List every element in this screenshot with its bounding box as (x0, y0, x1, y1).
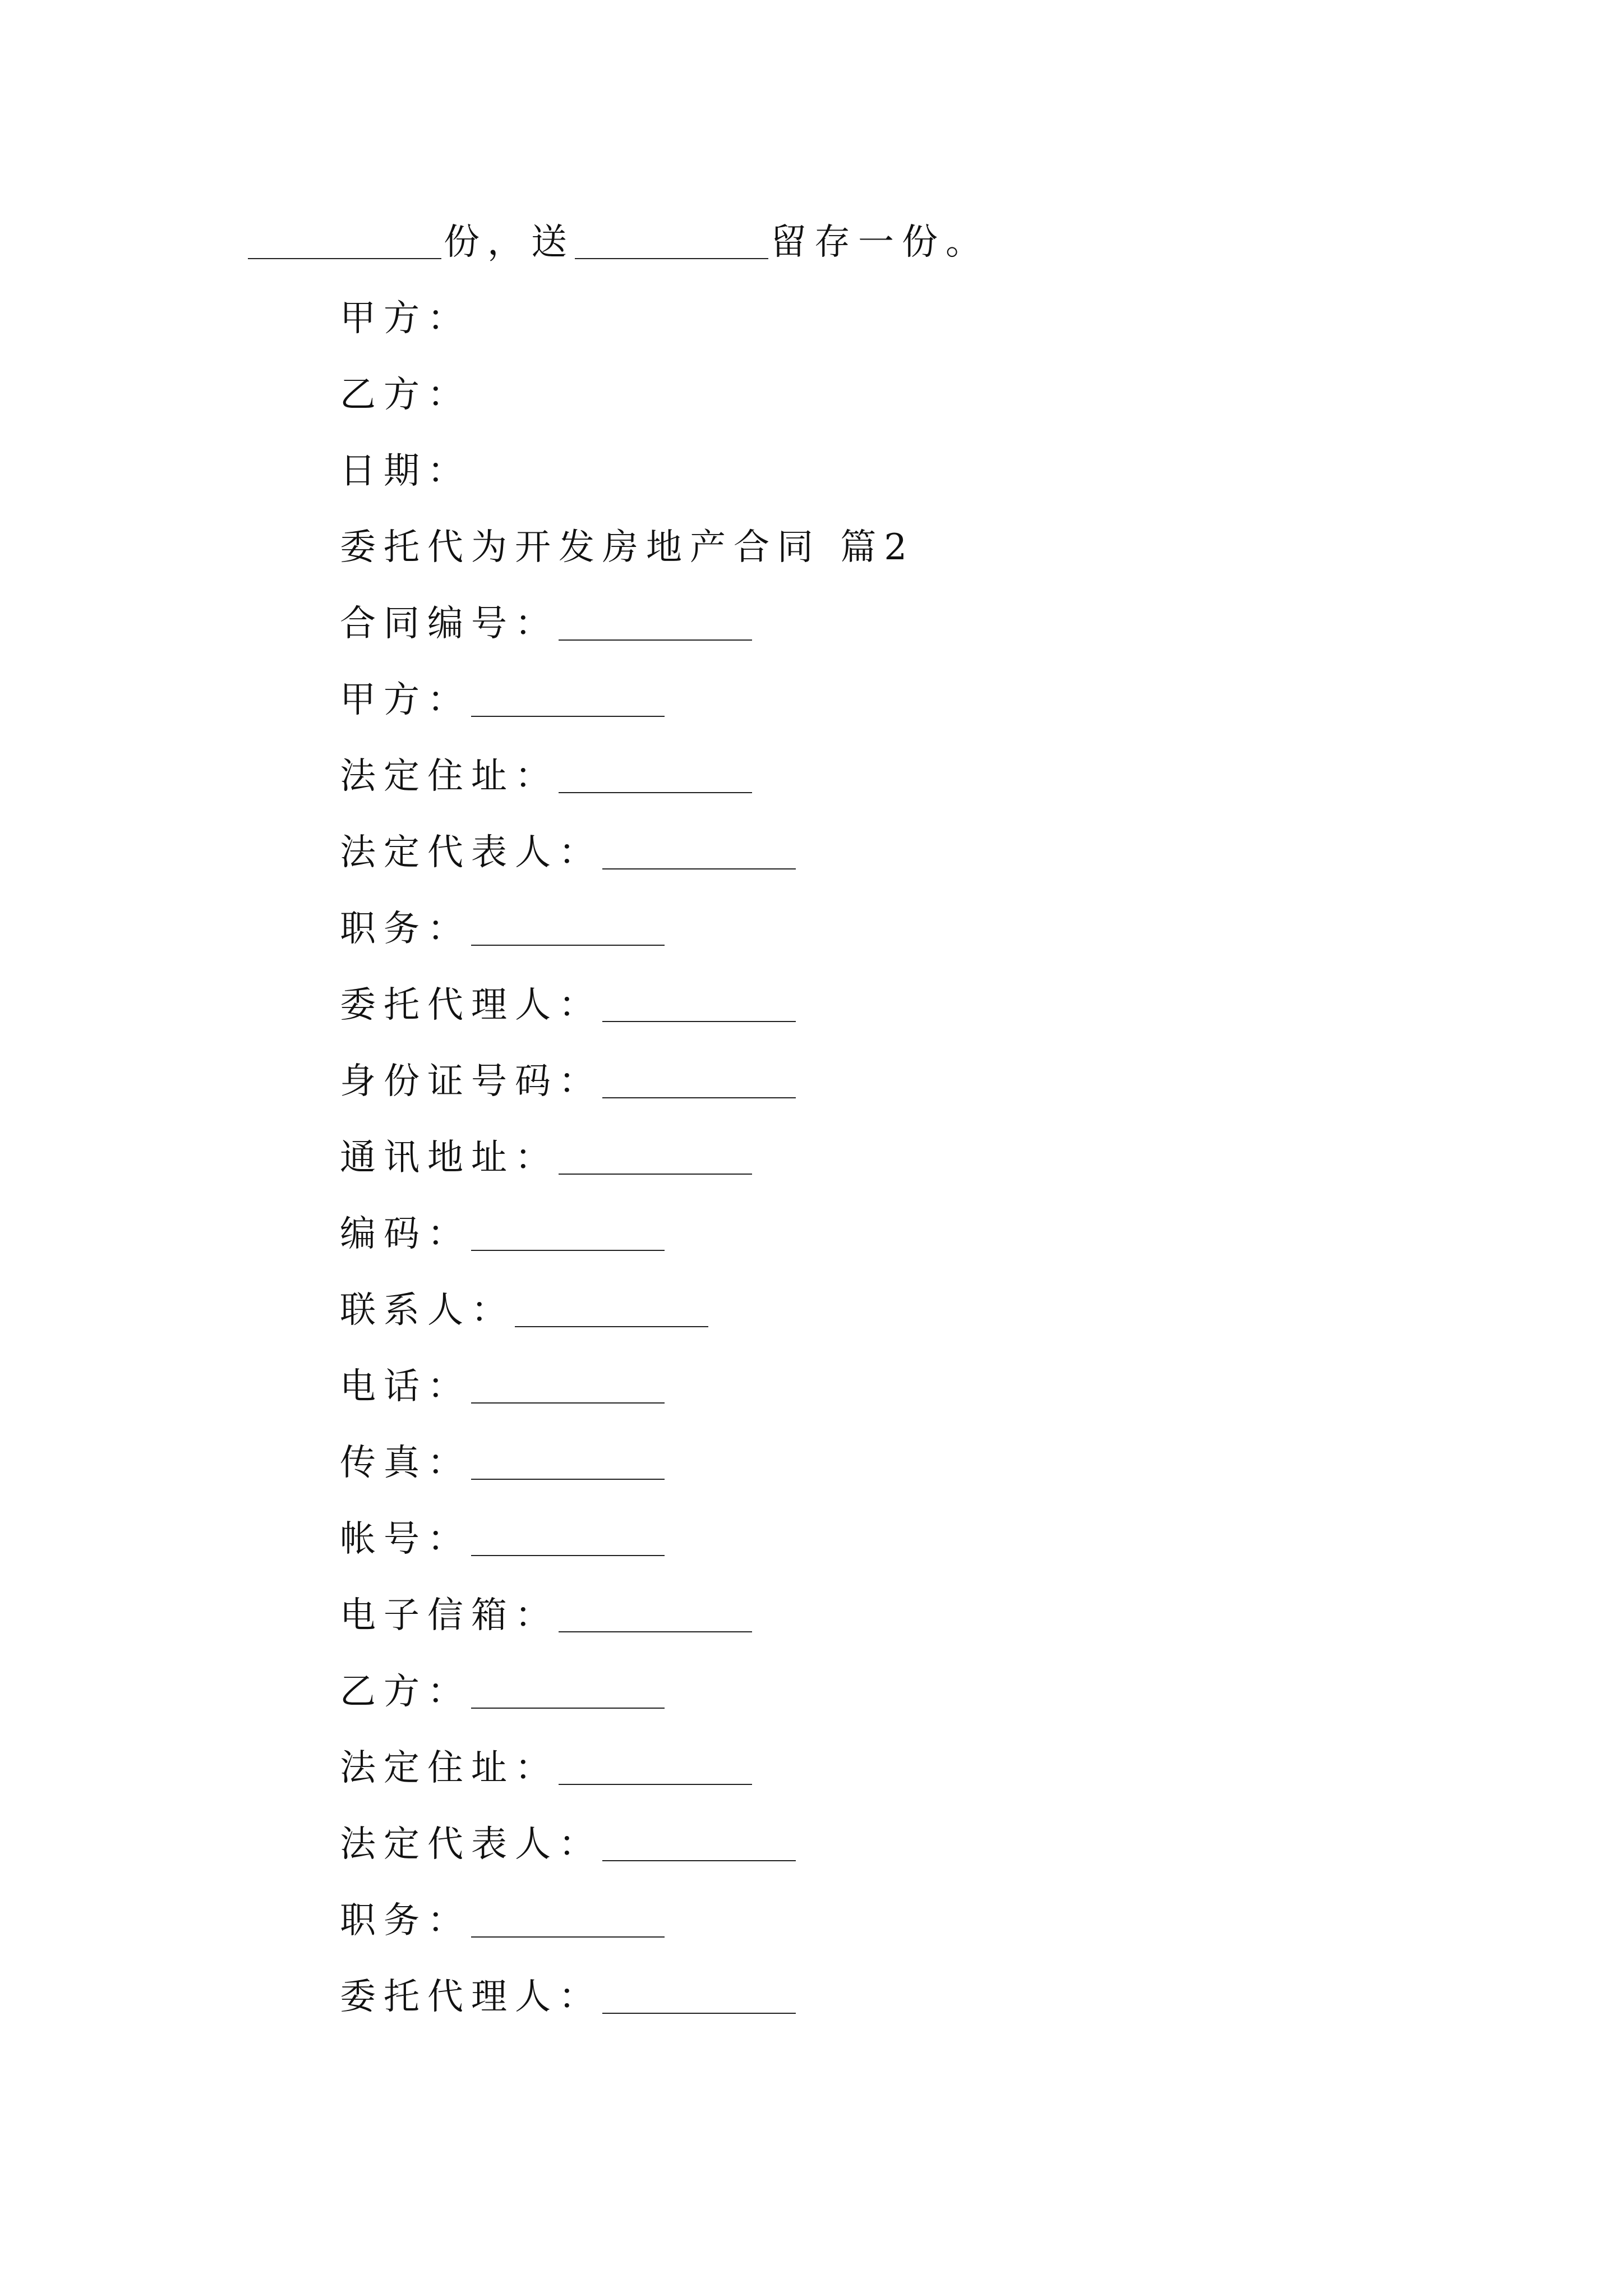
recipient-blank (575, 258, 768, 259)
field-blank (602, 2013, 796, 2014)
field-blank (602, 1860, 796, 1861)
field-blank (471, 1936, 665, 1938)
field-label: 法定代表人： (340, 832, 602, 873)
field-agent-a (340, 983, 798, 1028)
field-blank (471, 716, 665, 717)
field-legal-representative-b (340, 1822, 798, 1867)
field-blank (471, 1479, 665, 1480)
field-party-a (340, 678, 667, 723)
field-blank (471, 1555, 665, 1556)
field-label: 委托代理人： (340, 984, 602, 1026)
field-label: 电子信箱： (340, 1595, 559, 1636)
field-contract-number (340, 601, 754, 646)
field-label: 乙方： (340, 1671, 471, 1713)
field-label: 法定代表人： (340, 1824, 602, 1865)
copies-blank (248, 258, 441, 259)
field-label: 委托代理人： (340, 1976, 602, 2018)
field-postal-code (340, 1212, 667, 1257)
signature-party-b (340, 372, 471, 417)
field-blank (559, 1174, 752, 1175)
section-title-text: 委托代为开发房地产合同 篇2 (340, 527, 915, 568)
party-a-label: 甲方： (340, 298, 471, 339)
field-blank (602, 1097, 796, 1098)
field-blank (602, 1021, 796, 1022)
field-label: 传真： (340, 1442, 471, 1484)
field-mailing-address (340, 1135, 754, 1180)
field-id-number (340, 1059, 798, 1104)
field-label: 法定住址： (340, 1747, 559, 1789)
field-phone (340, 1364, 667, 1409)
field-contact-person (340, 1288, 711, 1333)
field-label: 甲方： (340, 679, 471, 721)
field-blank (471, 945, 665, 946)
field-account (340, 1517, 667, 1562)
field-fax (340, 1441, 667, 1485)
copies-text: 份，送 (444, 222, 575, 263)
field-blank (559, 1784, 752, 1785)
field-legal-address-b (340, 1746, 754, 1791)
field-label: 通讯地址： (340, 1137, 559, 1179)
field-blank (559, 639, 752, 641)
field-label: 帐号： (340, 1519, 471, 1560)
date-label: 日期： (340, 450, 471, 492)
field-label: 职务： (340, 908, 471, 950)
signature-date (340, 449, 471, 494)
field-label: 合同编号： (340, 603, 559, 645)
retain-text: 留存一份。 (771, 222, 989, 263)
field-blank (471, 1402, 665, 1404)
field-label: 电话： (340, 1366, 471, 1407)
field-blank (471, 1708, 665, 1709)
field-blank (602, 868, 796, 869)
field-label: 法定住址： (340, 756, 559, 797)
field-label: 编码： (340, 1213, 471, 1255)
field-blank (471, 1250, 665, 1251)
field-label: 身份证号码： (340, 1061, 602, 1102)
field-blank (559, 792, 752, 793)
field-label: 联系人： (340, 1290, 515, 1331)
field-blank (515, 1326, 708, 1327)
field-position-a (340, 907, 667, 951)
field-position-b (340, 1898, 667, 1943)
field-party-b (340, 1669, 667, 1714)
field-label: 职务： (340, 1900, 471, 1941)
field-blank (559, 1631, 752, 1632)
copies-line (248, 220, 989, 265)
field-agent-b (340, 1975, 798, 2019)
field-legal-address-a (340, 754, 754, 799)
party-b-label: 乙方： (340, 374, 471, 416)
field-email (340, 1593, 754, 1638)
section-title (340, 525, 915, 570)
field-legal-representative-a (340, 830, 798, 875)
signature-party-a (340, 296, 471, 341)
